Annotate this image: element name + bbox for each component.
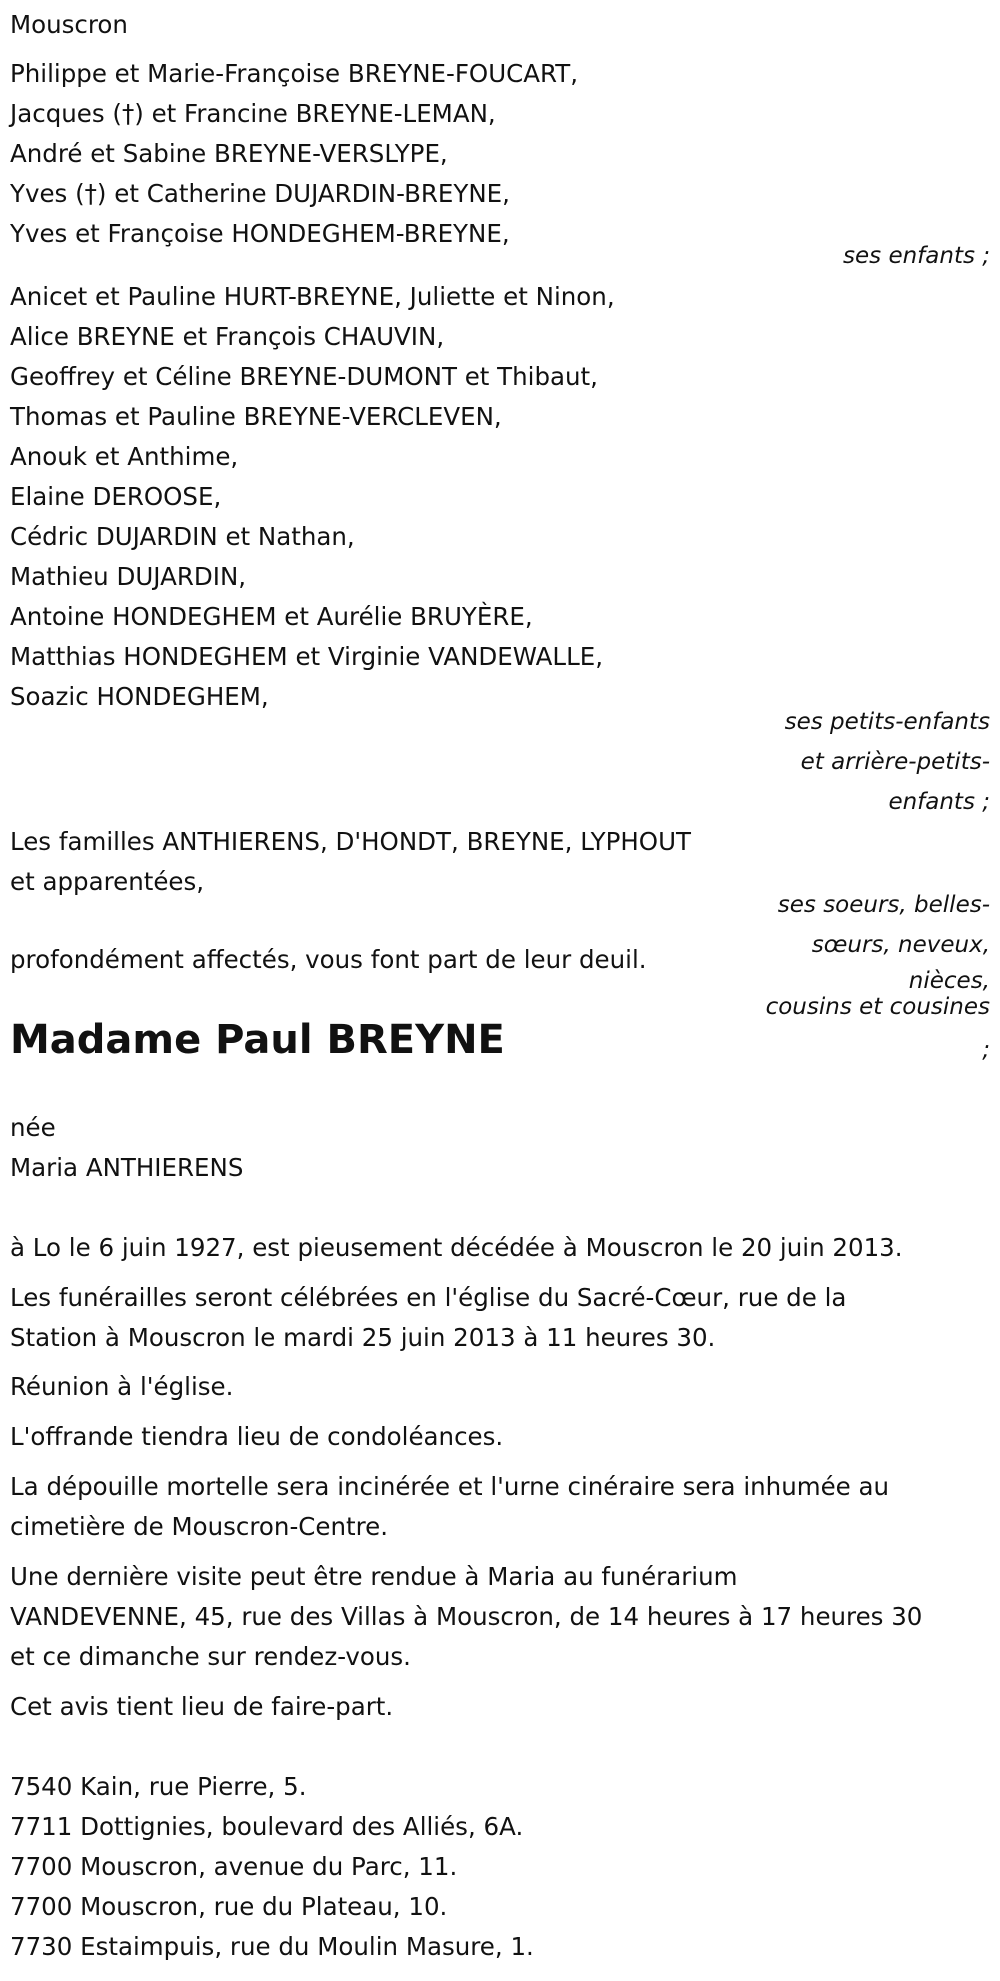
grandchildren-role-line: ses petits-enfants <box>784 709 990 735</box>
visit-line: VANDEVENNE, 45, rue des Villas à Mouscron, de 14 heures à 17 heures 30 <box>10 1602 923 1631</box>
grandchildren-role-line: enfants ; <box>888 789 990 815</box>
children-line: Philippe et Marie-Françoise BREYNE-FOUCART, <box>10 59 579 88</box>
grandchildren-line: Antoine HONDEGHEM et Aurélie BRUYÈRE, <box>10 602 533 631</box>
families-role-line: ; <box>982 1037 990 1063</box>
address-line: 7700 Mouscron, avenue du Parc, 11. <box>10 1852 458 1881</box>
families-line: et apparentées, <box>10 867 205 896</box>
address-line: 7711 Dottignies, boulevard des Alliés, 6A. <box>10 1812 524 1841</box>
children-line: Yves et Françoise HONDEGHEM-BREYNE, <box>10 219 510 248</box>
cremation-line: La dépouille mortelle sera incinérée et l'urne cinéraire sera inhumée au <box>10 1472 890 1501</box>
visit-line: et ce dimanche sur rendez-vous. <box>10 1642 411 1671</box>
grandchildren-line: Elaine DEROOSE, <box>10 482 222 511</box>
funeral-line: Station à Mouscron le mardi 25 juin 2013 à 11 heures 30. <box>10 1323 716 1352</box>
notice-text: Cet avis tient lieu de faire-part. <box>10 1692 394 1721</box>
maiden-name: Maria ANTHIERENS <box>10 1153 244 1182</box>
cremation-line: cimetière de Mouscron-Centre. <box>10 1512 389 1541</box>
children-role: ses enfants ; <box>843 243 990 269</box>
children-line: André et Sabine BREYNE-VERSLYPE, <box>10 139 448 168</box>
grandchildren-line: Mathieu DUJARDIN, <box>10 562 247 591</box>
grandchildren-line: Alice BREYNE et François CHAUVIN, <box>10 322 445 351</box>
grandchildren-line: Anicet et Pauline HURT-BREYNE, Juliette et Ninon, <box>10 282 615 311</box>
grandchildren-line: Matthias HONDEGHEM et Virginie VANDEWALLE, <box>10 642 603 671</box>
grandchildren-line: Thomas et Pauline BREYNE-VERCLEVEN, <box>10 402 502 431</box>
meeting-text: Réunion à l'église. <box>10 1372 234 1401</box>
grandchildren-line: Cédric DUJARDIN et Nathan, <box>10 522 355 551</box>
families-role-line: sœurs, neveux, <box>811 932 990 958</box>
announcement-text: profondément affectés, vous font part de leur deuil. <box>10 945 647 974</box>
nee-label: née <box>10 1113 56 1142</box>
location-heading: Mouscron <box>10 10 128 39</box>
deceased-name: Madame Paul BREYNE <box>10 1017 505 1063</box>
address-line: 7540 Kain, rue Pierre, 5. <box>10 1772 307 1801</box>
families-role-line: nièces, <box>908 968 990 994</box>
address-line: 7730 Estaimpuis, rue du Moulin Masure, 1. <box>10 1932 534 1961</box>
families-line: Les familles ANTHIERENS, D'HONDT, BREYNE, LYPHOUT <box>10 827 691 856</box>
grandchildren-line: Geoffrey et Céline BREYNE-DUMONT et Thibaut, <box>10 362 598 391</box>
families-role-line: ses soeurs, belles- <box>777 892 990 918</box>
birth-death-text: à Lo le 6 juin 1927, est pieusement décédée à Mouscron le 20 juin 2013. <box>10 1233 903 1262</box>
children-line: Yves (†) et Catherine DUJARDIN-BREYNE, <box>10 179 510 208</box>
grandchildren-role-line: et arrière-petits- <box>800 749 990 775</box>
grandchildren-line: Soazic HONDEGHEM, <box>10 682 269 711</box>
visit-line: Une dernière visite peut être rendue à Maria au funérarium <box>10 1562 738 1591</box>
families-role-line: cousins et cousines <box>765 994 990 1020</box>
offering-text: L'offrande tiendra lieu de condoléances. <box>10 1422 504 1451</box>
address-line: 7700 Mouscron, rue du Plateau, 10. <box>10 1892 448 1921</box>
children-line: Jacques (†) et Francine BREYNE-LEMAN, <box>10 99 496 128</box>
funeral-line: Les funérailles seront célébrées en l'église du Sacré-Cœur, rue de la <box>10 1283 847 1312</box>
grandchildren-line: Anouk et Anthime, <box>10 442 239 471</box>
